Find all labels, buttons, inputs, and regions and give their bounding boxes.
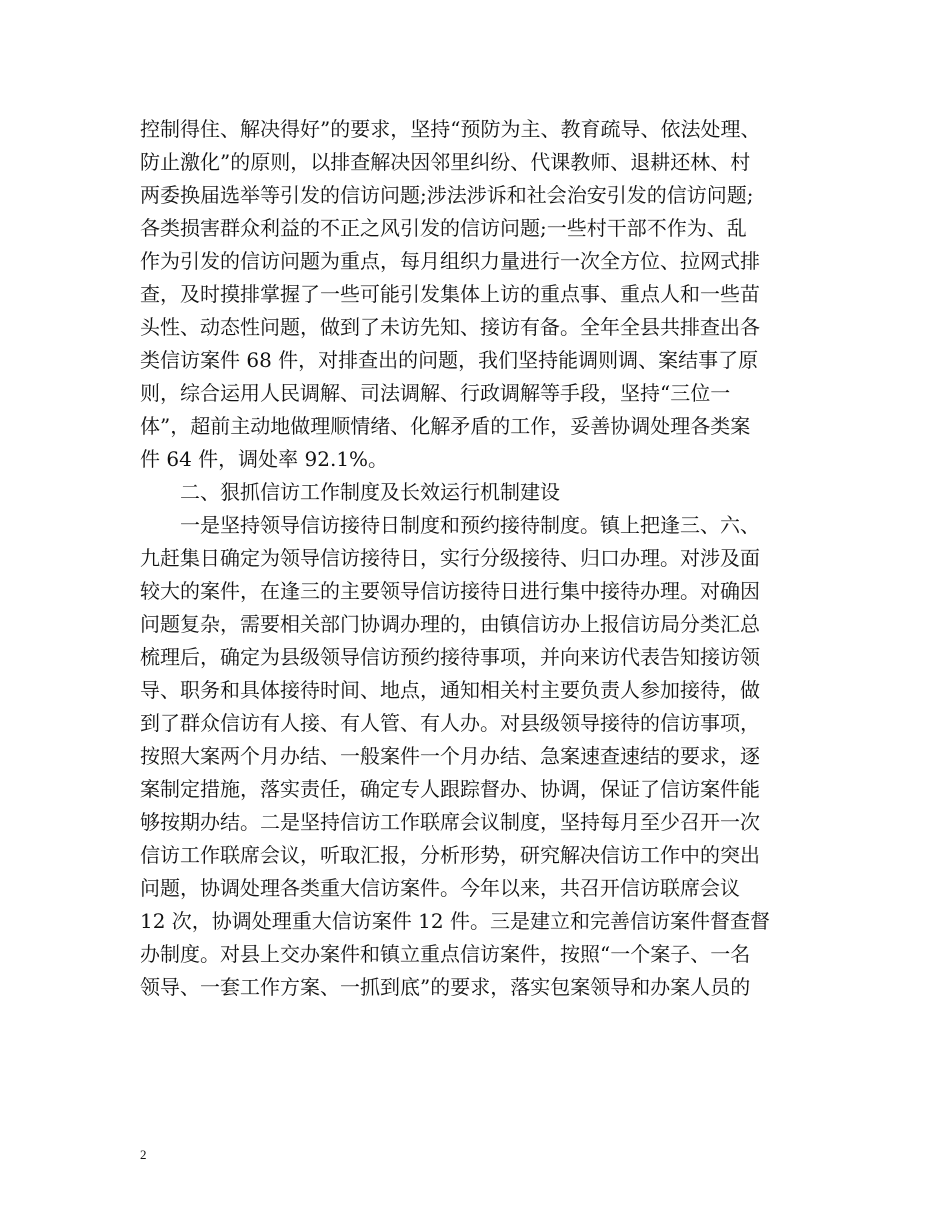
section-heading: 二、狠抓信访工作制度及长效运行机制建设 <box>180 480 560 504</box>
text-line: 一是坚持领导信访接待日制度和预约接待制度。镇上把逢三、六、 <box>180 513 760 537</box>
text-line: 防止激化”的原则，以排查解决因邻里纠纷、代课教师、退耕还林、村 <box>140 150 751 174</box>
body-text <box>140 113 840 1004</box>
text-line: 案制定措施，落实责任，确定专人跟踪督办、协调，保证了信访案件能 <box>140 777 760 801</box>
text-line: 各类损害群众利益的不正之风引发的信访问题;一些村干部不作为、乱 <box>140 216 747 240</box>
text-line: 问题复杂，需要相关部门协调办理的，由镇信访办上报信访局分类汇总 <box>140 612 760 636</box>
text-line: 问题，协调处理各类重大信访案件。今年以来，共召开信访联席会议 <box>140 876 740 900</box>
text-line: 导、职务和具体接待时间、地点，通知相关村主要负责人参加接待，做 <box>140 678 760 702</box>
text-line: 12 次，协调处理重大信访案件 12 件。三是建立和完善信访案件督查督 <box>140 909 770 933</box>
text-line: 够按期办结。二是坚持信访工作联席会议制度，坚持每月至少召开一次 <box>140 810 760 834</box>
text-line: 类信访案件 68 件，对排查出的问题，我们坚持能调则调、案结事了原 <box>140 348 759 372</box>
text-line: 则，综合运用人民调解、司法调解、行政调解等手段，坚持“三位一 <box>140 381 731 405</box>
text-line: 查，及时摸排掌握了一些可能引发集体上访的重点事、重点人和一些苗 <box>140 282 760 306</box>
text-line: 控制得住、解决得好”的要求，坚持“预防为主、教育疏导、依法处理、 <box>140 117 761 141</box>
text-line: 九赶集日确定为领导信访接待日，实行分级接待、归口办理。对涉及面 <box>140 546 760 570</box>
text-line: 按照大案两个月办结、一般案件一个月办结、急案速查速结的要求，逐 <box>140 744 760 768</box>
page-number: 2 <box>140 1147 147 1162</box>
text-line: 作为引发的信访问题为重点，每月组织力量进行一次全方位、拉网式排 <box>140 249 760 273</box>
text-line: 领导、一套工作方案、一抓到底”的要求，落实包案领导和办案人员的 <box>140 975 751 999</box>
text-line: 较大的案件，在逢三的主要领导信访接待日进行集中接待办理。对确因 <box>140 579 760 603</box>
text-line: 头性、动态性问题，做到了未访先知、接访有备。全年全县共排查出各 <box>140 315 760 339</box>
text-line: 梳理后，确定为县级领导信访预约接待事项，并向来访代表告知接访领 <box>140 645 760 669</box>
text-line: 件 64 件，调处率 92.1%。 <box>140 447 389 471</box>
text-line: 体”，超前主动地做理顺情绪、化解矛盾的工作，妥善协调处理各类案 <box>140 414 751 438</box>
text-line: 办制度。对县上交办案件和镇立重点信访案件，按照“一个案子、一名 <box>140 942 751 966</box>
text-line: 到了群众信访有人接、有人管、有人办。对县级领导接待的信访事项， <box>140 711 760 735</box>
text-line: 两委换届选举等引发的信访问题;涉法涉诉和社会治安引发的信访问题; <box>140 183 754 207</box>
text-line: 信访工作联席会议，听取汇报，分析形势，研究解决信访工作中的突出 <box>140 843 760 867</box>
